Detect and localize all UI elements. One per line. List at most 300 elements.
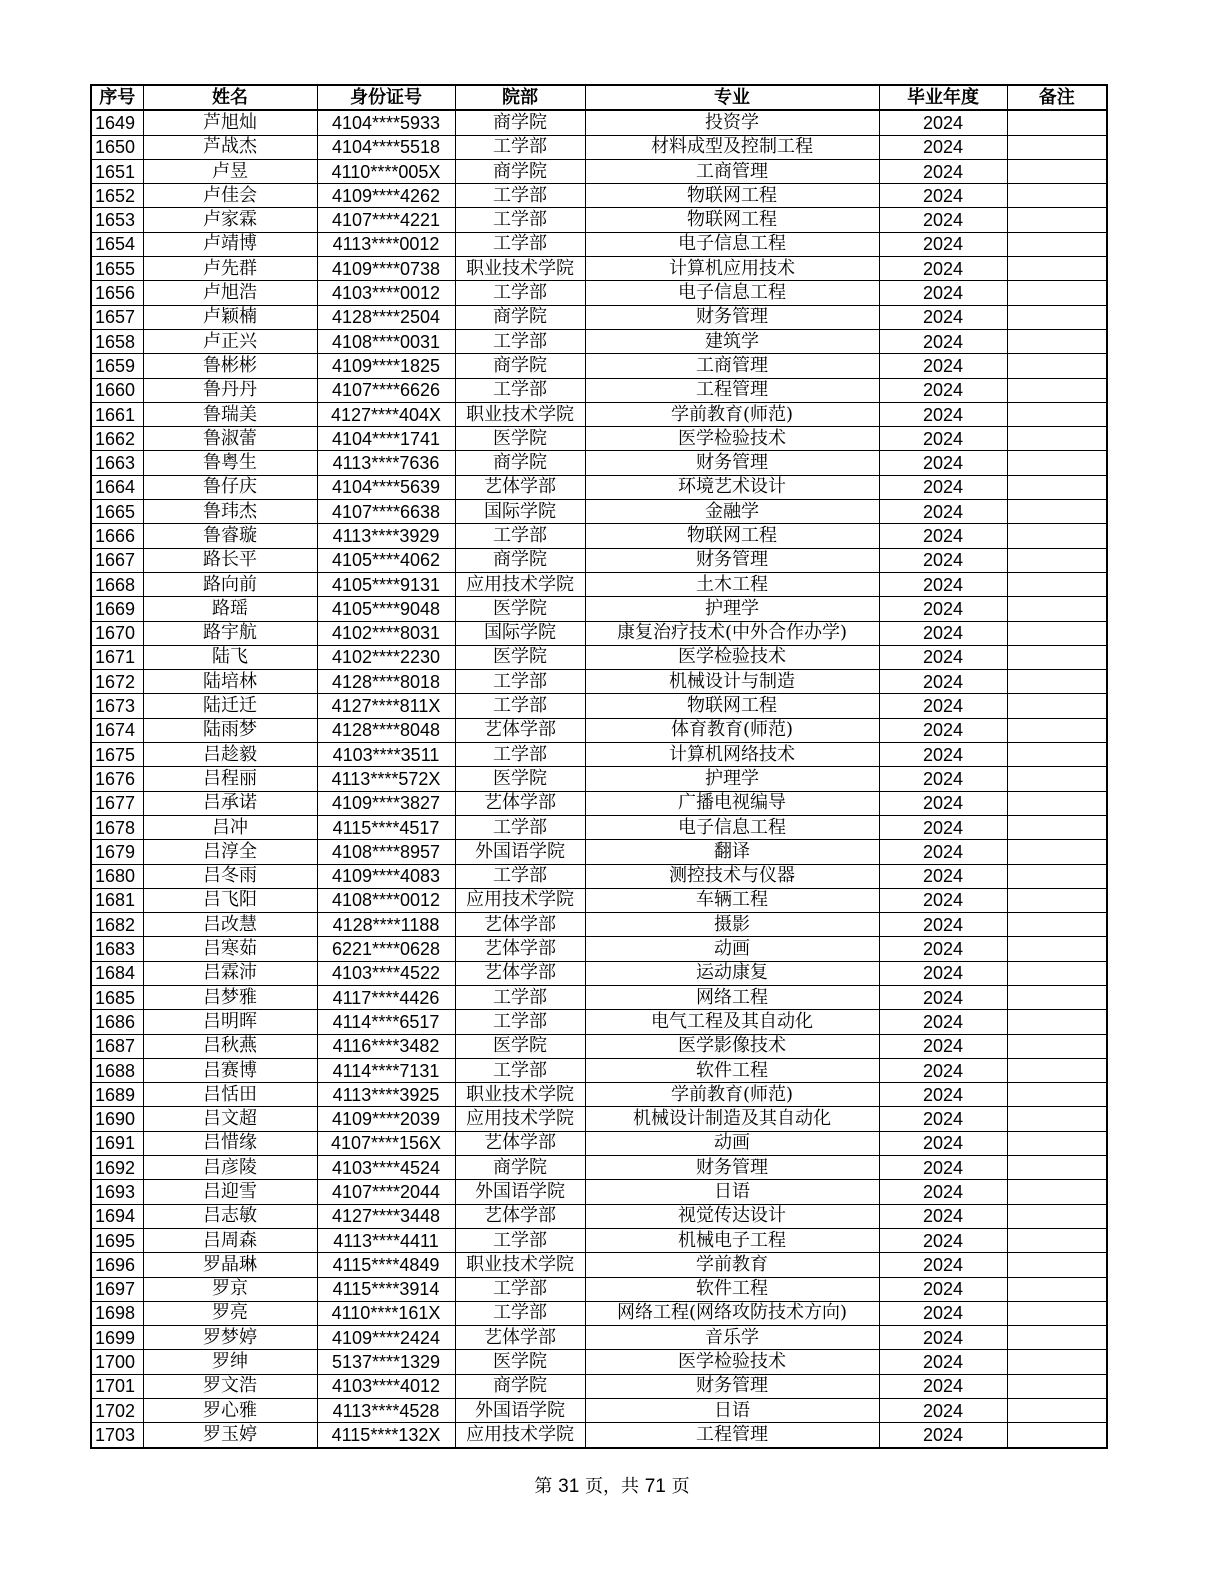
cell-id: 4113****0012 xyxy=(317,232,455,256)
cell-year: 2024 xyxy=(879,184,1007,208)
cell-id: 4114****7131 xyxy=(317,1058,455,1082)
cell-seq: 1698 xyxy=(91,1301,143,1325)
cell-dept: 职业技术学院 xyxy=(455,1083,585,1107)
cell-seq: 1666 xyxy=(91,524,143,548)
cell-seq: 1649 xyxy=(91,110,143,135)
cell-year: 2024 xyxy=(879,427,1007,451)
cell-id: 4128****2504 xyxy=(317,305,455,329)
cell-dept: 国际学院 xyxy=(455,500,585,524)
cell-note xyxy=(1007,232,1107,256)
cell-dept: 工学部 xyxy=(455,694,585,718)
cell-id: 4104****5933 xyxy=(317,110,455,135)
cell-dept: 艺体学部 xyxy=(455,475,585,499)
cell-seq: 1677 xyxy=(91,791,143,815)
cell-name: 卢靖博 xyxy=(143,232,317,256)
table-row xyxy=(91,1180,1107,1204)
cell-name: 罗心雅 xyxy=(143,1399,317,1423)
table-row xyxy=(91,864,1107,888)
table-row xyxy=(91,208,1107,232)
cell-dept: 医学院 xyxy=(455,427,585,451)
cell-id: 4102****2230 xyxy=(317,645,455,669)
cell-id: 4108****0012 xyxy=(317,888,455,912)
cell-seq: 1653 xyxy=(91,208,143,232)
cell-major: 学前教育(师范) xyxy=(585,1083,879,1107)
cell-major: 网络工程 xyxy=(585,985,879,1009)
cell-year: 2024 xyxy=(879,985,1007,1009)
cell-year: 2024 xyxy=(879,670,1007,694)
cell-year: 2024 xyxy=(879,815,1007,839)
table-row xyxy=(91,1228,1107,1252)
cell-seq: 1695 xyxy=(91,1228,143,1252)
cell-seq: 1694 xyxy=(91,1204,143,1228)
cell-note xyxy=(1007,718,1107,742)
cell-year: 2024 xyxy=(879,1058,1007,1082)
cell-major: 工商管理 xyxy=(585,159,879,183)
cell-name: 吕冲 xyxy=(143,815,317,839)
cell-id: 4113****4411 xyxy=(317,1228,455,1252)
cell-dept: 艺体学部 xyxy=(455,718,585,742)
cell-year: 2024 xyxy=(879,791,1007,815)
cell-id: 4109****0738 xyxy=(317,257,455,281)
table-row xyxy=(91,135,1107,159)
cell-dept: 艺体学部 xyxy=(455,913,585,937)
cell-id: 4113****572X xyxy=(317,767,455,791)
cell-note xyxy=(1007,913,1107,937)
cell-id: 4110****005X xyxy=(317,159,455,183)
cell-name: 罗玉婷 xyxy=(143,1423,317,1448)
cell-major: 体育教育(师范) xyxy=(585,718,879,742)
cell-note xyxy=(1007,548,1107,572)
cell-major: 财务管理 xyxy=(585,1374,879,1398)
cell-note xyxy=(1007,1423,1107,1448)
cell-name: 卢昱 xyxy=(143,159,317,183)
cell-seq: 1665 xyxy=(91,500,143,524)
cell-year: 2024 xyxy=(879,1301,1007,1325)
cell-seq: 1673 xyxy=(91,694,143,718)
cell-major: 测控技术与仪器 xyxy=(585,864,879,888)
cell-year: 2024 xyxy=(879,694,1007,718)
cell-name: 吕改慧 xyxy=(143,913,317,937)
cell-name: 吕淳全 xyxy=(143,840,317,864)
cell-major: 环境艺术设计 xyxy=(585,475,879,499)
cell-id: 4109****3827 xyxy=(317,791,455,815)
cell-year: 2024 xyxy=(879,1131,1007,1155)
cell-seq: 1684 xyxy=(91,961,143,985)
cell-major: 建筑学 xyxy=(585,329,879,353)
cell-seq: 1693 xyxy=(91,1180,143,1204)
cell-dept: 商学院 xyxy=(455,1374,585,1398)
cell-year: 2024 xyxy=(879,840,1007,864)
cell-note xyxy=(1007,1083,1107,1107)
cell-note xyxy=(1007,645,1107,669)
cell-name: 罗亮 xyxy=(143,1301,317,1325)
cell-major: 软件工程 xyxy=(585,1277,879,1301)
cell-name: 吕承诺 xyxy=(143,791,317,815)
cell-major: 学前教育 xyxy=(585,1253,879,1277)
table-row xyxy=(91,427,1107,451)
cell-id: 4115****4517 xyxy=(317,815,455,839)
cell-major: 电气工程及其自动化 xyxy=(585,1010,879,1034)
cell-note xyxy=(1007,184,1107,208)
cell-note xyxy=(1007,208,1107,232)
cell-seq: 1672 xyxy=(91,670,143,694)
footer-prefix: 第 xyxy=(534,1476,553,1497)
cell-name: 卢旭浩 xyxy=(143,281,317,305)
cell-note xyxy=(1007,402,1107,426)
cell-seq: 1679 xyxy=(91,840,143,864)
cell-dept: 工学部 xyxy=(455,1301,585,1325)
cell-seq: 1691 xyxy=(91,1131,143,1155)
table-row xyxy=(91,354,1107,378)
cell-note xyxy=(1007,159,1107,183)
table-row xyxy=(91,1301,1107,1325)
table-row xyxy=(91,913,1107,937)
table-row xyxy=(91,1131,1107,1155)
cell-year: 2024 xyxy=(879,1326,1007,1350)
cell-name: 芦旭灿 xyxy=(143,110,317,135)
cell-major: 机械设计与制造 xyxy=(585,670,879,694)
table-row xyxy=(91,184,1107,208)
header-major: 专业 xyxy=(585,85,879,110)
cell-id: 4116****3482 xyxy=(317,1034,455,1058)
cell-year: 2024 xyxy=(879,305,1007,329)
cell-major: 计算机网络技术 xyxy=(585,743,879,767)
cell-name: 吕文超 xyxy=(143,1107,317,1131)
cell-id: 4128****8018 xyxy=(317,670,455,694)
cell-dept: 医学院 xyxy=(455,597,585,621)
table-row xyxy=(91,475,1107,499)
cell-name: 陆雨梦 xyxy=(143,718,317,742)
cell-seq: 1686 xyxy=(91,1010,143,1034)
cell-name: 鲁淑蕾 xyxy=(143,427,317,451)
cell-year: 2024 xyxy=(879,1350,1007,1374)
cell-id: 4105****9048 xyxy=(317,597,455,621)
cell-note xyxy=(1007,767,1107,791)
cell-year: 2024 xyxy=(879,888,1007,912)
cell-year: 2024 xyxy=(879,548,1007,572)
cell-dept: 医学院 xyxy=(455,767,585,791)
cell-seq: 1678 xyxy=(91,815,143,839)
cell-major: 医学影像技术 xyxy=(585,1034,879,1058)
cell-seq: 1696 xyxy=(91,1253,143,1277)
table-row xyxy=(91,572,1107,596)
cell-major: 物联网工程 xyxy=(585,184,879,208)
cell-id: 4107****4221 xyxy=(317,208,455,232)
cell-seq: 1675 xyxy=(91,743,143,767)
cell-year: 2024 xyxy=(879,961,1007,985)
cell-seq: 1674 xyxy=(91,718,143,742)
table-row xyxy=(91,1107,1107,1131)
cell-year: 2024 xyxy=(879,913,1007,937)
cell-year: 2024 xyxy=(879,451,1007,475)
table-row xyxy=(91,232,1107,256)
table-row xyxy=(91,281,1107,305)
cell-dept: 职业技术学院 xyxy=(455,257,585,281)
cell-seq: 1671 xyxy=(91,645,143,669)
cell-name: 陆飞 xyxy=(143,645,317,669)
cell-id: 4113****7636 xyxy=(317,451,455,475)
cell-id: 4103****0012 xyxy=(317,281,455,305)
cell-id: 4107****6626 xyxy=(317,378,455,402)
header-name: 姓名 xyxy=(143,85,317,110)
cell-note xyxy=(1007,1180,1107,1204)
cell-name: 陆迁迁 xyxy=(143,694,317,718)
cell-year: 2024 xyxy=(879,1253,1007,1277)
cell-dept: 职业技术学院 xyxy=(455,402,585,426)
cell-major: 视觉传达设计 xyxy=(585,1204,879,1228)
cell-year: 2024 xyxy=(879,1228,1007,1252)
cell-dept: 工学部 xyxy=(455,1228,585,1252)
table-row xyxy=(91,451,1107,475)
table-row xyxy=(91,1399,1107,1423)
cell-seq: 1662 xyxy=(91,427,143,451)
cell-year: 2024 xyxy=(879,1204,1007,1228)
cell-dept: 工学部 xyxy=(455,524,585,548)
cell-year: 2024 xyxy=(879,329,1007,353)
cell-year: 2024 xyxy=(879,1034,1007,1058)
cell-note xyxy=(1007,1034,1107,1058)
cell-major: 物联网工程 xyxy=(585,694,879,718)
cell-dept: 工学部 xyxy=(455,184,585,208)
cell-year: 2024 xyxy=(879,1083,1007,1107)
cell-major: 土木工程 xyxy=(585,572,879,596)
cell-dept: 商学院 xyxy=(455,159,585,183)
cell-note xyxy=(1007,1131,1107,1155)
cell-major: 车辆工程 xyxy=(585,888,879,912)
cell-seq: 1688 xyxy=(91,1058,143,1082)
cell-name: 吕迎雪 xyxy=(143,1180,317,1204)
cell-year: 2024 xyxy=(879,402,1007,426)
cell-note xyxy=(1007,1277,1107,1301)
cell-note xyxy=(1007,1350,1107,1374)
header-row xyxy=(91,85,1107,110)
table-row xyxy=(91,1350,1107,1374)
cell-id: 4115****132X xyxy=(317,1423,455,1448)
cell-dept: 工学部 xyxy=(455,815,585,839)
table-row xyxy=(91,402,1107,426)
cell-dept: 应用技术学院 xyxy=(455,1107,585,1131)
cell-year: 2024 xyxy=(879,1180,1007,1204)
cell-id: 4117****4426 xyxy=(317,985,455,1009)
cell-dept: 医学院 xyxy=(455,1350,585,1374)
cell-major: 动画 xyxy=(585,937,879,961)
table-row xyxy=(91,815,1107,839)
cell-major: 软件工程 xyxy=(585,1058,879,1082)
table-row xyxy=(91,1083,1107,1107)
cell-dept: 外国语学院 xyxy=(455,840,585,864)
cell-note xyxy=(1007,694,1107,718)
cell-dept: 商学院 xyxy=(455,305,585,329)
cell-seq: 1681 xyxy=(91,888,143,912)
cell-dept: 工学部 xyxy=(455,1010,585,1034)
cell-note xyxy=(1007,670,1107,694)
table-row xyxy=(91,597,1107,621)
cell-dept: 商学院 xyxy=(455,110,585,135)
cell-year: 2024 xyxy=(879,1156,1007,1180)
cell-seq: 1655 xyxy=(91,257,143,281)
cell-dept: 商学院 xyxy=(455,354,585,378)
cell-seq: 1689 xyxy=(91,1083,143,1107)
cell-id: 4113****3925 xyxy=(317,1083,455,1107)
cell-major: 运动康复 xyxy=(585,961,879,985)
cell-dept: 工学部 xyxy=(455,985,585,1009)
cell-note xyxy=(1007,1010,1107,1034)
table-row xyxy=(91,159,1107,183)
table-row xyxy=(91,767,1107,791)
cell-major: 工程管理 xyxy=(585,1423,879,1448)
cell-note xyxy=(1007,378,1107,402)
table-row xyxy=(91,985,1107,1009)
table-row xyxy=(91,1374,1107,1398)
cell-name: 陆培林 xyxy=(143,670,317,694)
cell-seq: 1680 xyxy=(91,864,143,888)
cell-year: 2024 xyxy=(879,475,1007,499)
cell-major: 电子信息工程 xyxy=(585,232,879,256)
cell-major: 金融学 xyxy=(585,500,879,524)
cell-note xyxy=(1007,840,1107,864)
cell-name: 吕寒茹 xyxy=(143,937,317,961)
cell-dept: 外国语学院 xyxy=(455,1399,585,1423)
cell-seq: 1668 xyxy=(91,572,143,596)
cell-major: 康复治疗技术(中外合作办学) xyxy=(585,621,879,645)
cell-dept: 工学部 xyxy=(455,135,585,159)
cell-note xyxy=(1007,743,1107,767)
cell-name: 吕恬田 xyxy=(143,1083,317,1107)
cell-id: 4128****8048 xyxy=(317,718,455,742)
cell-name: 罗京 xyxy=(143,1277,317,1301)
cell-dept: 工学部 xyxy=(455,1058,585,1082)
cell-major: 财务管理 xyxy=(585,1156,879,1180)
cell-major: 广播电视编导 xyxy=(585,791,879,815)
cell-id: 4107****156X xyxy=(317,1131,455,1155)
cell-name: 吕霖沛 xyxy=(143,961,317,985)
cell-major: 机械设计制造及其自动化 xyxy=(585,1107,879,1131)
cell-id: 4108****8957 xyxy=(317,840,455,864)
cell-note xyxy=(1007,281,1107,305)
cell-major: 电子信息工程 xyxy=(585,281,879,305)
cell-id: 4113****3929 xyxy=(317,524,455,548)
cell-major: 投资学 xyxy=(585,110,879,135)
cell-note xyxy=(1007,1058,1107,1082)
cell-major: 医学检验技术 xyxy=(585,1350,879,1374)
cell-seq: 1667 xyxy=(91,548,143,572)
cell-major: 网络工程(网络攻防技术方向) xyxy=(585,1301,879,1325)
cell-dept: 艺体学部 xyxy=(455,961,585,985)
cell-seq: 1669 xyxy=(91,597,143,621)
cell-year: 2024 xyxy=(879,208,1007,232)
cell-note xyxy=(1007,1204,1107,1228)
cell-name: 卢颖楠 xyxy=(143,305,317,329)
cell-id: 5137****1329 xyxy=(317,1350,455,1374)
cell-dept: 商学院 xyxy=(455,451,585,475)
cell-note xyxy=(1007,500,1107,524)
cell-name: 罗文浩 xyxy=(143,1374,317,1398)
cell-id: 4107****6638 xyxy=(317,500,455,524)
table-row xyxy=(91,1010,1107,1034)
cell-note xyxy=(1007,305,1107,329)
page-footer xyxy=(0,1472,1224,1498)
cell-year: 2024 xyxy=(879,743,1007,767)
cell-id: 4108****0031 xyxy=(317,329,455,353)
cell-year: 2024 xyxy=(879,937,1007,961)
cell-note xyxy=(1007,961,1107,985)
cell-id: 4104****5639 xyxy=(317,475,455,499)
table-row xyxy=(91,548,1107,572)
cell-name: 吕冬雨 xyxy=(143,864,317,888)
cell-note xyxy=(1007,329,1107,353)
cell-note xyxy=(1007,257,1107,281)
cell-year: 2024 xyxy=(879,572,1007,596)
cell-major: 护理学 xyxy=(585,767,879,791)
cell-dept: 职业技术学院 xyxy=(455,1253,585,1277)
table-row xyxy=(91,1204,1107,1228)
cell-dept: 艺体学部 xyxy=(455,1326,585,1350)
cell-seq: 1685 xyxy=(91,985,143,1009)
cell-name: 罗绅 xyxy=(143,1350,317,1374)
cell-id: 4109****4262 xyxy=(317,184,455,208)
cell-year: 2024 xyxy=(879,1107,1007,1131)
graduate-table xyxy=(90,84,1108,1449)
cell-id: 4115****3914 xyxy=(317,1277,455,1301)
cell-year: 2024 xyxy=(879,257,1007,281)
cell-seq: 1670 xyxy=(91,621,143,645)
cell-seq: 1654 xyxy=(91,232,143,256)
cell-name: 吕梦雅 xyxy=(143,985,317,1009)
cell-name: 卢家霖 xyxy=(143,208,317,232)
cell-year: 2024 xyxy=(879,1277,1007,1301)
cell-dept: 工学部 xyxy=(455,329,585,353)
cell-major: 护理学 xyxy=(585,597,879,621)
cell-dept: 工学部 xyxy=(455,208,585,232)
cell-seq: 1658 xyxy=(91,329,143,353)
cell-note xyxy=(1007,1326,1107,1350)
cell-year: 2024 xyxy=(879,718,1007,742)
cell-major: 日语 xyxy=(585,1180,879,1204)
cell-name: 卢正兴 xyxy=(143,329,317,353)
cell-note xyxy=(1007,937,1107,961)
cell-note xyxy=(1007,985,1107,1009)
cell-dept: 工学部 xyxy=(455,670,585,694)
cell-year: 2024 xyxy=(879,1010,1007,1034)
table-row xyxy=(91,1423,1107,1448)
table-row xyxy=(91,961,1107,985)
cell-name: 吕志敏 xyxy=(143,1204,317,1228)
cell-id: 4107****2044 xyxy=(317,1180,455,1204)
cell-major: 机械电子工程 xyxy=(585,1228,879,1252)
cell-id: 4127****404X xyxy=(317,402,455,426)
cell-id: 4128****1188 xyxy=(317,913,455,937)
table-row xyxy=(91,670,1107,694)
cell-seq: 1676 xyxy=(91,767,143,791)
cell-major: 动画 xyxy=(585,1131,879,1155)
cell-seq: 1664 xyxy=(91,475,143,499)
cell-id: 4102****8031 xyxy=(317,621,455,645)
cell-year: 2024 xyxy=(879,645,1007,669)
table-row xyxy=(91,500,1107,524)
cell-name: 鲁瑞美 xyxy=(143,402,317,426)
cell-name: 吕程丽 xyxy=(143,767,317,791)
cell-seq: 1660 xyxy=(91,378,143,402)
cell-dept: 应用技术学院 xyxy=(455,572,585,596)
cell-dept: 工学部 xyxy=(455,232,585,256)
footer-suffix: 页 xyxy=(671,1476,690,1497)
cell-seq: 1657 xyxy=(91,305,143,329)
cell-year: 2024 xyxy=(879,354,1007,378)
cell-year: 2024 xyxy=(879,524,1007,548)
table-row xyxy=(91,524,1107,548)
cell-major: 财务管理 xyxy=(585,451,879,475)
table-row xyxy=(91,1058,1107,1082)
